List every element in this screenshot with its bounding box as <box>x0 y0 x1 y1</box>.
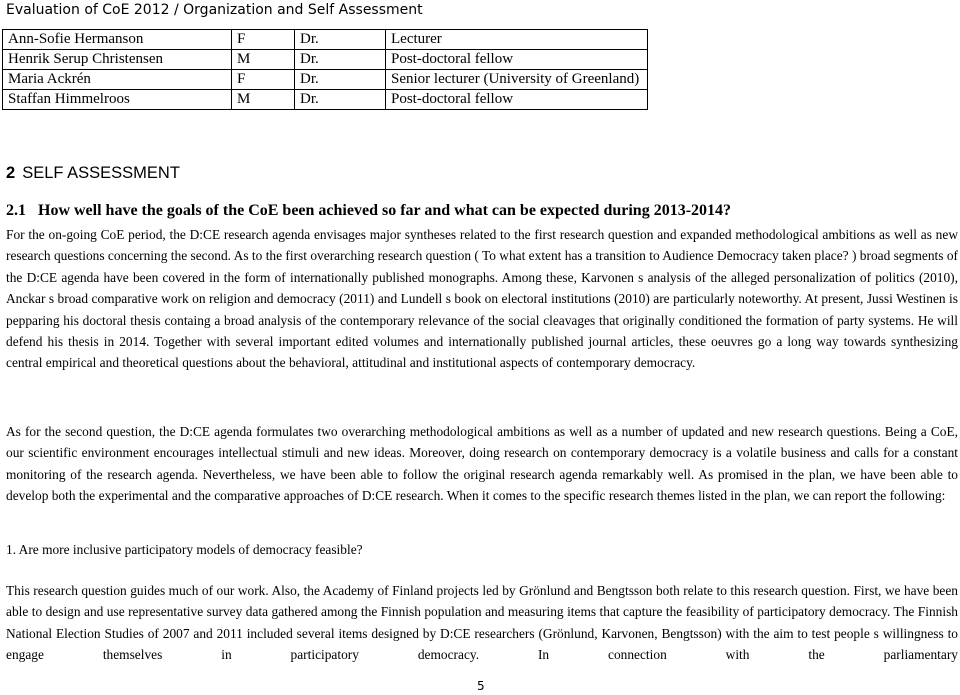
staff-title: Dr. <box>295 90 386 110</box>
staff-title: Dr. <box>295 30 386 50</box>
staff-title: Dr. <box>295 50 386 70</box>
staff-position: Post-doctoral fellow <box>386 90 648 110</box>
staff-gender: F <box>232 70 295 90</box>
staff-title: Dr. <box>295 70 386 90</box>
page-number: 5 <box>477 679 485 693</box>
staff-gender: M <box>232 50 295 70</box>
paragraph: For the on-going CoE period, the D:CE research agenda envisages major syntheses related to the first research question and expanded methodological ambitions as well as new research questions concerning the second. As to the first overarching research question ( To what extent has a transition to Audience Democracy taken place? ) broad segments of the D:CE agenda have been covered in the form of internationally published monographs. Among these, Karvonen s analysis of the alleged personalization of politics (2010), Anckar s broad comparative work on religion and democracy (2011) and Lundell s book on electoral institutions (2010) are particularly noteworthy. At present, Jussi Westinen is pepparing his doctoral thesis containg a broad analysis of the contemporary relevance of the social cleavages that originally conditioned the formation of party systems. He will defend his thesis in 2014. Together with several important edited volumes and internationally published journal articles, these oeuvres go a long way towards synthesizing central empirical and theoretical questions about the behavioral, attitudinal and institutional aspects of contemporary democracy. <box>6 227 958 371</box>
table-row <box>3 70 648 90</box>
staff-name: Staffan Himmelroos <box>3 90 232 110</box>
paragraph: As for the second question, the D:CE agenda formulates two overarching methodological ambitions as well as a number of updated and new research questions. Being a CoE, our scientific environment encourages intellectual stimuli and new ideas. Moreover, doing research on contemporary democracy is a volatile business and calls for a constant monitoring of the research agenda. Nevertheless, we have been able to follow the original research agenda remarkably well. As promised in the plan, we have been able to develop both the experimental and the comparative approaches of D:CE research. When it comes to the specific research themes listed in the plan, we can report the following: <box>6 424 958 504</box>
staff-gender: M <box>232 90 295 110</box>
section-heading <box>6 162 180 184</box>
subsection-title: How well have the goals of the CoE been achieved so far and what can be expected during 2013-2014? <box>38 202 732 219</box>
staff-name: Ann-Sofie Hermanson <box>3 30 232 50</box>
staff-gender: F <box>232 30 295 50</box>
staff-position: Senior lecturer (University of Greenland) <box>386 70 648 90</box>
table-row <box>3 90 648 110</box>
staff-name: Maria Ackrén <box>3 70 232 90</box>
table-row <box>3 30 648 50</box>
paragraph: This research question guides much of our work. Also, the Academy of Finland projects led by Grönlund and Bengtsson both relate to this research question. First, we have been able to design and use representative survey data gathered among the Finnish population and measuring items that capture the feasibility of participatory democracy. The Finnish National Election Studies of 2007 and 2011 included several items designed by D:CE researchers (Grönlund, Karvonen, Bengtsson) with the aim to test people s willingness to engage themselves in participatory democracy. In connection with the parliamentary <box>6 583 958 663</box>
staff-table <box>2 29 648 110</box>
section-title: SELF ASSESSMENT <box>22 164 180 182</box>
page-header: Evaluation of CoE 2012 / Organization and Self Assessment <box>6 2 423 18</box>
staff-position: Post-doctoral fellow <box>386 50 648 70</box>
question-heading: 1. Are more inclusive participatory models of democracy feasible? <box>6 542 363 557</box>
staff-name: Henrik Serup Christensen <box>3 50 232 70</box>
subsection-number: 2.1 <box>6 202 26 219</box>
staff-position: Lecturer <box>386 30 648 50</box>
table-row <box>3 50 648 70</box>
section-number: 2 <box>6 164 16 182</box>
subsection-heading <box>6 200 731 222</box>
